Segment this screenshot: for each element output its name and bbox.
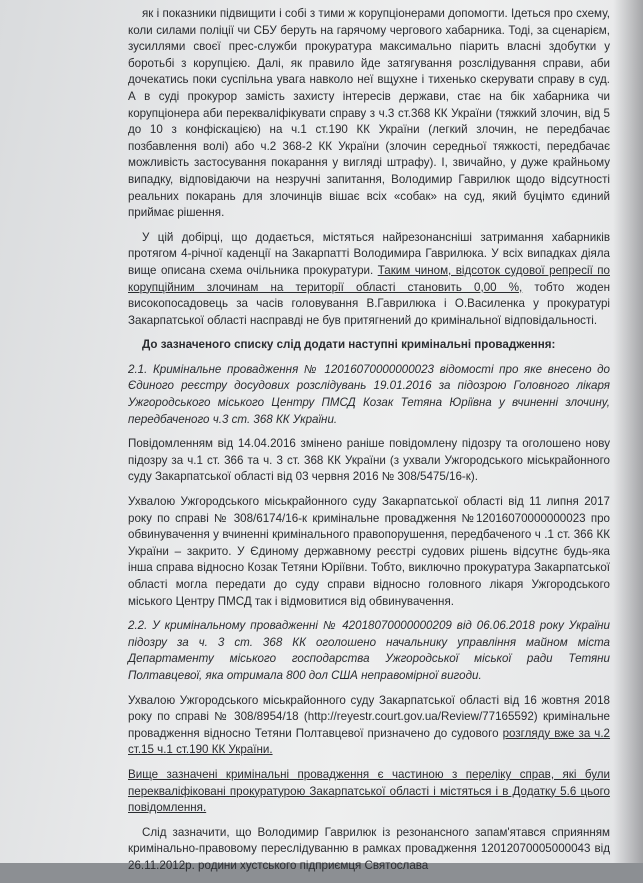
section-heading: До зазначеного списку слід додати наступні кримінальні провадження: [142,338,556,352]
court-ruling-2-text: Ухвалою Ужгородського міськрайонного суду Закарпатської області від 16 жовтня 2018 року по справі № 308/8954/18 (http://reyestr.court.gov.ua/Review/77165592) кримінальне провадження відносно Тетяни Полтавцевої призначено до судового [128,693,610,740]
paragraph-court-ruling-2 [128,693,610,759]
case-2-2: 2.2. У кримінальному провадженні № 42018070000000209 від 06.06.2018 року України підозру за ч. 3 ст. 368 КК оголошено начальнику управління майном міста Департаменту міського господарства Ужгородської міської ради Тетяни Полтавцевої, яка отримала 800 дол США неправомірної вигоди. [128,619,610,682]
paragraph-selection-end: тобто жоден високопосадовець за часів головування В.Гаврилюка і О.Василенка у прокуратурі Закарпатської області насправді не був притягнений до кримінальної відповідальності. [128,280,611,327]
paragraph-appendix-reference: Вище зазначені кримінальні провадження є частиною з переліку справ, які були перекваліфіковані прокуратурою Закарпатської області і містяться і в Додатку 5.6 цього повідомлення. [128,767,610,815]
paragraph-suspicion-notice: Повідомленням від 14.04.2016 змінено раніше повідомлену підозру та оголошено нову підозру за ч.1 ст. 366 та ч. 3 ст. 368 КК України (з ухвали Ужгородського міськрайонного суду Закарпатської області від 03 червня 2016 № 308/5475/16-к). [128,437,610,484]
court-ruling-2-requalification: розгляду вже за ч.2 ст.15 ч.1 ст.190 КК України. [128,726,611,757]
paragraph-court-ruling-1: Ухвалою Ужгородського міськрайонного суду Закарпатської області від 11 липня 2017 року по справі № 308/6174/16-к кримінальне провадження №12016070000000023 про обвинувачення у вчиненні кримінального правопорушення, передбаченого ч .1 ст. 366 КК України – закрито. У Єдиному державному реєстрі судових рішень відсутнє будь-яка інша справа відносно Козак Тетяни Юріївни. Тобто, виключно прокуратура Закарпатської області могла передати до суду справи відносно головного лікаря Ужгородського міського Центру ПМСД так і відмовитися від обвинувачення. [128,495,610,608]
repression-percentage-statement: Таким чином, відсоток судової репресії по корупційним злочинам на території області становить 0,00 %, [128,263,610,294]
page-edge-shadow [613,0,643,863]
paragraph-scheme: як і показники підвищити і собі з тими ж корупціонерами допомогти. Ідеться про схему, коли силами поліції чи СБУ беруть на гарячому чергового хабарника. Тоді, за сценарієм, зусиллями своєї прес-служби прокуратура максимально піарить власні здобутки у боротьбі з корупцією. Далі, як правило йде затягування розслідування справи, аби дочекатись поки суспільна увага навколо неї вщухне і тихенько скерувати справу в суд. А в суді прокурор замість захисту інтересів держави, стає на бік хабарника чи корупціонера аби перекваліфікувати справу з ч.3 ст.368 КК України (тяжкий злочин, від 5 до 10 з конфіскацією) на ч.1 ст.190 КК України (легкий злочин, не передбачає позбавлення волі) або ч.2 368-2 КК України (злочин середньої тяжкості, передбачає можливість застосування покарання у вигляді штрафу). І, звичайно, у дуже крайньому випадку, відповідаючи на незручні запитання, Володимир Гаврилюк щодо відсутності реальних покарань для злочинців вішає всіх «собак» на суд, який буцімто єдиний приймає рішення. [128,7,610,220]
paragraph-gavryliuk-note: Слід зазначити, що Володимир Гаврилюк із резонансного запам'ятався сприянням кримінально-правовому переслідуванню в рамках провадження 12012070005000043 від 26.11.2012р. родини хустського підприємця Святослава [128,825,610,872]
case-2-1: 2.1. Кримінальне провадження № 12016070000000023 відомості про яке внесено до Єдиного реєстру досудових розслідувань 19.01.2016 за підозрою Головного лікаря Ужгородського міського Центру ПМСД Козак Тетяна Юріївна у вчиненні злочину, передбаченого ч.3 ст. 368 КК України. [128,362,610,426]
paragraph-selection-intro: У цій добірці, що додається, містяться найрезонансніші затримання хабарників протягом 4-річної каденції на Закарпатті Володимира Гаврилюка. У всіх випадках діяла вище описана схема очільника прокуратури. [128,230,610,277]
paragraph-selection [128,230,610,330]
document-body [128,6,610,883]
